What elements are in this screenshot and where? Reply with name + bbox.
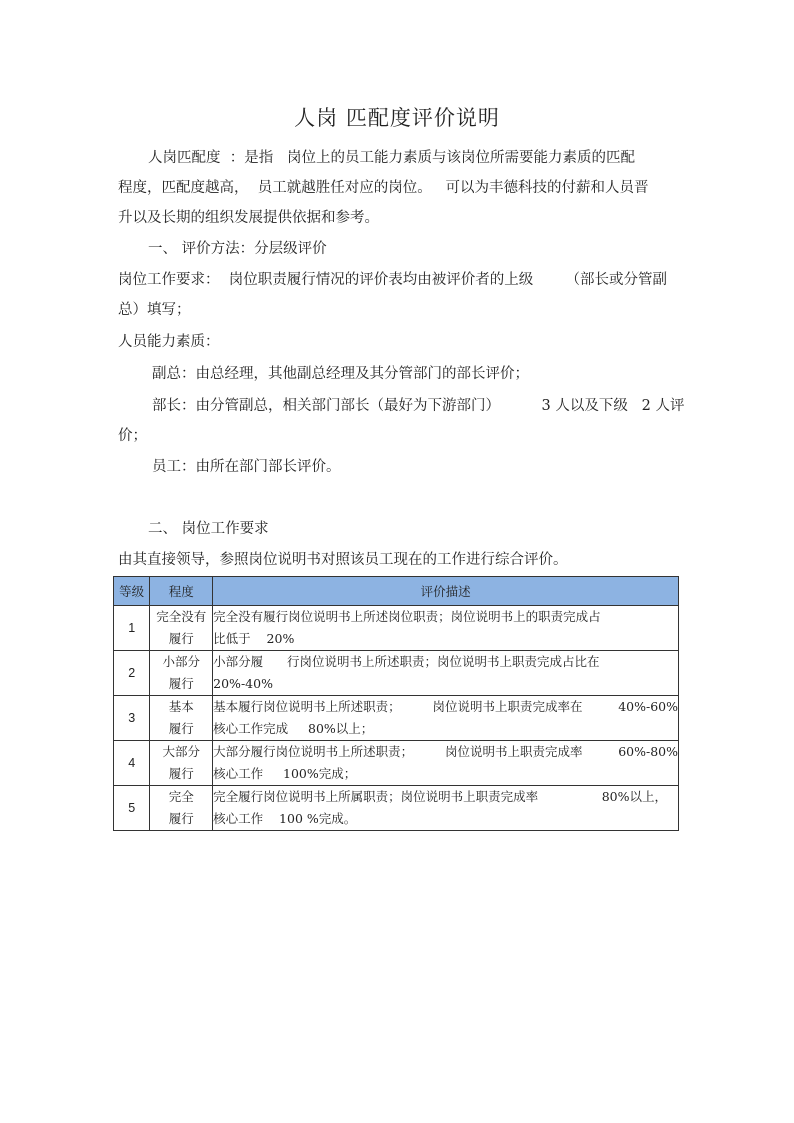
description-cell: 小部分履 行岗位说明书上所述职责；岗位说明书上职责完成占比在 20%-40% bbox=[213, 651, 679, 696]
table-row bbox=[114, 741, 679, 786]
degree-cell: 完全没有 履行 bbox=[150, 606, 213, 651]
description-cell: 完全履行岗位说明书上所属职责；岗位说明书上职责完成率 80%以上， 核心工作 100 %完成。 bbox=[213, 786, 679, 831]
table-row bbox=[114, 696, 679, 741]
work-requirement-line-2: 总）填写； bbox=[118, 302, 191, 318]
degree-cell: 基本 履行 bbox=[150, 696, 213, 741]
header-description: 评价描述 bbox=[213, 577, 679, 606]
vp-evaluation: 副总：由总经理，其他副总经理及其分管部门的部长评价； bbox=[152, 366, 529, 382]
table-row bbox=[114, 651, 679, 696]
work-requirement-line-1: 岗位工作要求： 岗位职责履行情况的评价表均由被评价者的上级 （部长或分管副 bbox=[118, 272, 667, 288]
level-cell: 5 bbox=[114, 786, 150, 831]
description-cell: 完全没有履行岗位说明书上所述岗位职责；岗位说明书上的职责完成占 比低于 20% bbox=[213, 606, 679, 651]
section2-description: 由其直接领导，参照岗位说明书对照该员工现在的工作进行综合评价。 bbox=[118, 552, 568, 568]
level-cell: 3 bbox=[114, 696, 150, 741]
degree-cell: 小部分 履行 bbox=[150, 651, 213, 696]
staff-evaluation: 员工：由所在部门部长评价。 bbox=[152, 459, 341, 475]
page-title: 人岗 匹配度评价说明 bbox=[294, 106, 500, 130]
description-cell: 大部分履行岗位说明书上所述职责； 岗位说明书上职责完成率 60%-80% 核心工作 100%完成； bbox=[213, 741, 679, 786]
degree-cell: 完全 履行 bbox=[150, 786, 213, 831]
header-degree: 程度 bbox=[150, 577, 213, 606]
header-level: 等级 bbox=[114, 577, 150, 606]
description-cell: 基本履行岗位说明书上所述职责； 岗位说明书上职责完成率在 40%-60% 核心工作完成 80%以上； bbox=[213, 696, 679, 741]
evaluation-table bbox=[113, 576, 679, 831]
table-row bbox=[114, 606, 679, 651]
table-row bbox=[114, 786, 679, 831]
intro-line-1: 人岗匹配度 ：是指 岗位上的员工能力素质与该岗位所需要能力素质的匹配 bbox=[148, 150, 636, 166]
level-cell: 2 bbox=[114, 651, 150, 696]
intro-line-3: 升以及长期的组织发展提供依据和参考。 bbox=[118, 210, 379, 226]
section2-heading: 二、 岗位工作要求 bbox=[148, 521, 269, 537]
degree-cell: 大部分 履行 bbox=[150, 741, 213, 786]
intro-line-2: 程度，匹配度越高， 员工就越胜任对应的岗位。 可以为丰德科技的付薪和人员晋 bbox=[118, 180, 649, 196]
section1-heading: 一、 评价方法：分层级评价 bbox=[148, 241, 327, 257]
dept-head-evaluation-line-2: 价； bbox=[118, 428, 147, 444]
level-cell: 1 bbox=[114, 606, 150, 651]
ability-label: 人员能力素质： bbox=[118, 334, 220, 350]
level-cell: 4 bbox=[114, 741, 150, 786]
dept-head-evaluation-line-1: 部长：由分管副总，相关部门部长（最好为下游部门） 3 人以及下级 2 人评 bbox=[152, 398, 685, 414]
